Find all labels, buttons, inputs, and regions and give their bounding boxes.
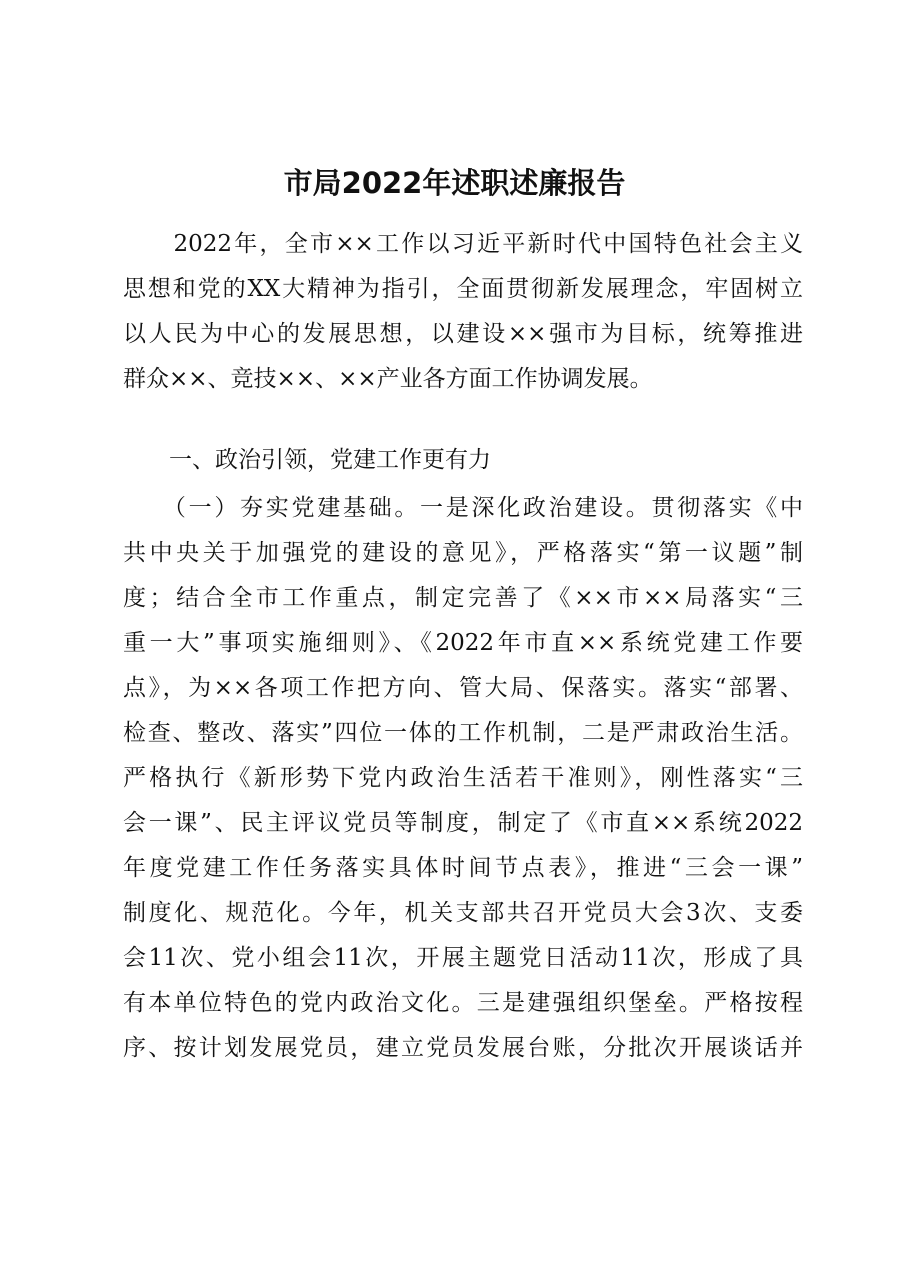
paragraph-line: 制度化、规范化。今年，机关支部共召开党员大会3次、支委 xyxy=(123,900,803,926)
document-title: 市局2022年述职述廉报告 xyxy=(283,166,626,200)
paragraph-line: （一）夯实党建基础。一是深化政治建设。贯彻落实《中 xyxy=(123,495,803,521)
paragraph-line: 2022年，全市××工作以习近平新时代中国特色社会主义 xyxy=(123,231,803,257)
paragraph-line: 重一大”事项实施细则》、《2022年市直××系统党建工作要 xyxy=(123,630,803,656)
paragraph-line: 群众××、竞技××、××产业各方面工作协调发展。 xyxy=(123,366,653,392)
paragraph-line: 会11次、党小组会11次，开展主题党日活动11次，形成了具 xyxy=(123,945,803,971)
paragraph-line: 序、按计划发展党员，建立党员发展台账，分批次开展谈话并 xyxy=(123,1035,803,1061)
paragraph-line: 年度党建工作任务落实具体时间节点表》，推进“三会一课” xyxy=(123,855,803,881)
paragraph-line: 思想和党的XX大精神为指引，全面贯彻新发展理念，牢固树立 xyxy=(123,276,803,302)
paragraph-line: 严格执行《新形势下党内政治生活若干准则》，刚性落实“三 xyxy=(123,765,803,791)
paragraph-line: 检查、整改、落实”四位一体的工作机制，二是严肃政治生活。 xyxy=(123,720,803,746)
paragraph-line: 会一课”、民主评议党员等制度，制定了《市直××系统2022 xyxy=(123,810,803,836)
paragraph-line: 点》，为××各项工作把方向、管大局、保落实。落实“部署、 xyxy=(123,675,803,701)
paragraph-line: 度；结合全市工作重点，制定完善了《××市××局落实“三 xyxy=(123,585,803,611)
paragraph-line: 以人民为中心的发展思想，以建设××强市为目标，统筹推进 xyxy=(123,321,803,347)
paragraph-line: 有本单位特色的党内政治文化。三是建强组织堡垒。严格按程 xyxy=(123,990,803,1016)
section-heading: 一、政治引领，党建工作更有力 xyxy=(123,447,491,473)
paragraph-line: 共中央关于加强党的建设的意见》，严格落实“第一议题”制 xyxy=(123,540,803,566)
